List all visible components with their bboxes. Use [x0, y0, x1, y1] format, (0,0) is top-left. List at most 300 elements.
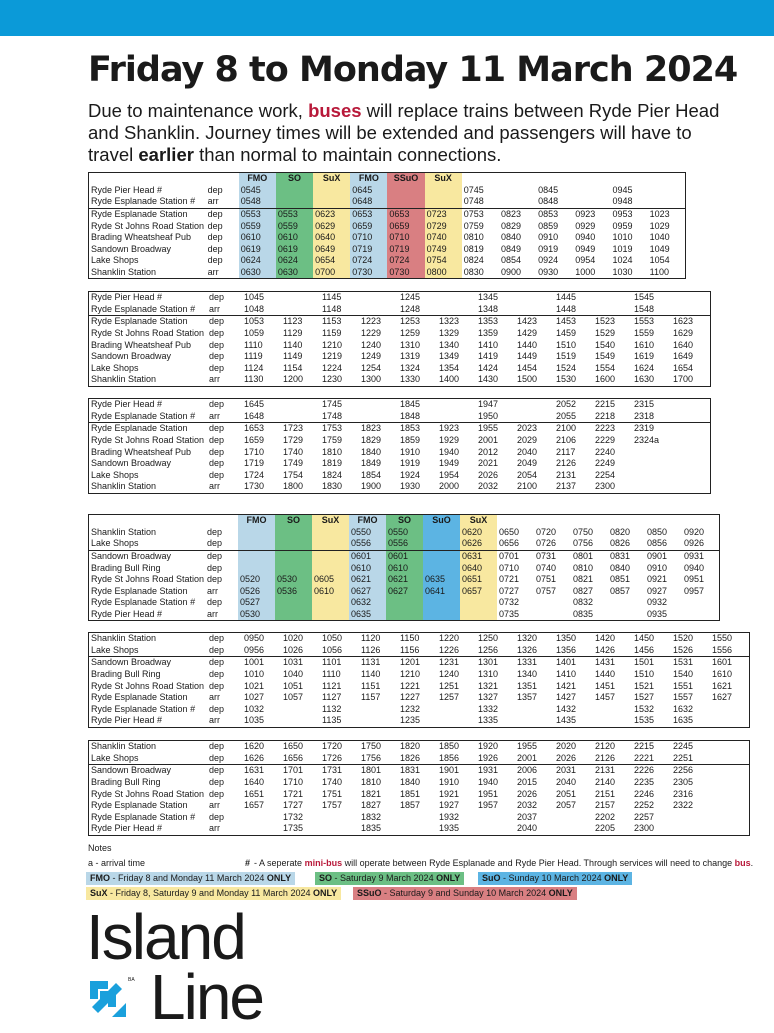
column-header: SuX	[460, 515, 497, 527]
time-cell	[398, 812, 437, 824]
time-cell: 2305	[673, 777, 694, 788]
time-cell: 1140	[361, 669, 381, 680]
page-title: Friday 8 to Monday 11 March 2024	[88, 50, 738, 90]
time-cell: 0823	[499, 208, 536, 220]
time-cell: 1457	[595, 692, 616, 703]
time-cell	[671, 292, 711, 304]
time-cell: 1451	[595, 680, 616, 691]
time-cell	[499, 196, 536, 208]
table-row	[89, 374, 711, 386]
time-cell: 0610	[239, 232, 276, 244]
station-name: Ryde Esplanade Station #	[91, 703, 196, 714]
time-cell: 0748	[463, 196, 484, 207]
time-cell: 1901	[437, 765, 476, 777]
time-cell: 1531	[671, 657, 710, 669]
time-cell: 1851	[400, 788, 421, 799]
column-header	[571, 515, 608, 527]
time-cell: 1601	[710, 657, 750, 669]
time-cell	[359, 411, 398, 423]
time-cell: 2131	[593, 765, 632, 777]
time-cell: 1435	[556, 715, 577, 726]
station-name: Ryde Esplanade Station	[89, 208, 206, 220]
logo-word-island: Island	[86, 901, 245, 973]
station-name: Ryde St Johns Road Station	[91, 680, 205, 691]
time-cell: 2001	[517, 752, 538, 763]
header-station-cell	[89, 173, 206, 185]
key-ssuo-text: - Saturday 9 and Sunday 10 March 2024	[381, 888, 549, 898]
time-cell: 0651	[460, 574, 497, 586]
time-cell: 1449	[517, 351, 538, 362]
note-minibus-end: .	[750, 858, 754, 868]
time-cell: 0754	[425, 255, 462, 267]
column-header: SO	[276, 173, 313, 185]
time-cell	[515, 292, 554, 304]
station-name: Sandown Broadway	[91, 458, 172, 469]
column-header: SO	[386, 515, 423, 527]
time-cell: 0657	[460, 586, 497, 598]
dep-arr-label: dep	[207, 220, 223, 231]
column-header: FMO	[350, 173, 387, 185]
logo-word-line: Line	[150, 961, 263, 1033]
time-cell: 1630	[634, 374, 655, 385]
table-row	[89, 304, 711, 316]
time-cell: 0901	[645, 550, 682, 562]
time-cell: 1223	[359, 316, 398, 328]
time-cell: 1559	[634, 328, 655, 339]
time-cell: 0923	[573, 208, 610, 220]
key-sux	[86, 887, 341, 900]
time-cell: 2218	[595, 410, 616, 421]
time-cell: 1951	[478, 788, 499, 799]
time-cell: 1027	[244, 692, 265, 703]
time-cell	[313, 185, 350, 197]
time-cell: 1700	[673, 374, 694, 385]
column-header	[499, 173, 536, 185]
time-cell: 2057	[556, 800, 577, 811]
time-cell: 1610	[712, 669, 733, 680]
time-cell: 1753	[320, 423, 359, 435]
station-name: Ryde Pier Head #	[91, 609, 163, 620]
time-cell: 1040	[649, 232, 670, 243]
time-cell: 2257	[634, 811, 655, 822]
time-cell	[238, 527, 275, 539]
station-name: Brading Wheatsheaf Pub	[91, 446, 192, 457]
time-cell: 1757	[322, 800, 343, 811]
time-cell: 2235	[634, 777, 655, 788]
time-cell: 2026	[517, 788, 538, 799]
time-cell: 2254	[595, 469, 616, 480]
time-cell: 0735	[499, 609, 520, 620]
time-cell: 2300	[634, 823, 655, 834]
table-row	[89, 669, 750, 681]
time-cell: 1650	[283, 741, 304, 752]
time-cell: 1801	[359, 765, 398, 777]
time-cell: 2300	[595, 481, 616, 492]
time-cell: 0759	[463, 220, 484, 231]
time-cell	[238, 550, 275, 562]
time-cell: 1929	[439, 435, 460, 446]
time-cell: 0954	[575, 255, 596, 266]
time-cell: 0726	[536, 538, 557, 549]
intro-buses: buses	[308, 100, 362, 121]
time-cell: 1110	[244, 339, 263, 350]
time-cell	[387, 185, 424, 197]
station-name: Shanklin Station	[91, 633, 157, 644]
time-cell: 1557	[673, 692, 694, 703]
time-cell: 1924	[400, 469, 421, 480]
station-name: Lake Shops	[91, 538, 139, 549]
time-cell: 2245	[673, 741, 694, 752]
time-cell: 0559	[239, 220, 276, 232]
dep-arr-label: arr	[207, 609, 218, 620]
dep-arr-label: dep	[207, 423, 242, 435]
header-da-cell	[206, 173, 239, 185]
dep-arr-label: dep	[209, 458, 225, 469]
time-cell: 1135	[322, 715, 342, 726]
note-minibus-word: mini-bus	[304, 858, 343, 868]
time-cell: 0757	[536, 585, 557, 596]
table-row	[89, 363, 711, 375]
time-cell: 1421	[556, 680, 577, 691]
time-cell: 1121	[322, 680, 342, 691]
time-cell: 1756	[361, 752, 382, 763]
time-cell: 0756	[573, 538, 594, 549]
time-cell	[710, 812, 750, 824]
time-cell	[276, 196, 313, 208]
time-cell: 2249	[595, 458, 616, 469]
time-cell: 0553	[276, 208, 313, 220]
time-cell: 1530	[556, 374, 577, 385]
table-row	[89, 692, 750, 704]
time-cell: 1257	[439, 692, 460, 703]
time-cell: 0520	[238, 574, 275, 586]
time-cell	[648, 185, 686, 197]
time-cell: 1201	[398, 657, 437, 669]
time-cell: 2202	[595, 811, 616, 822]
time-cell: 0949	[575, 243, 596, 254]
time-cell: 1353	[476, 316, 515, 328]
time-cell	[682, 609, 720, 621]
station-name: Brading Wheatsheaf Pub	[91, 339, 192, 350]
table-row	[89, 800, 750, 812]
time-cell: 1010	[612, 232, 633, 243]
time-cell: 2049	[517, 458, 538, 469]
time-cell: 1348	[478, 303, 499, 314]
time-cell: 1456	[634, 644, 655, 655]
time-cell	[281, 411, 320, 423]
time-cell	[671, 458, 711, 470]
dep-arr-label: dep	[207, 657, 242, 669]
time-cell	[320, 823, 359, 835]
dep-arr-label: arr	[209, 374, 220, 385]
time-cell: 1424	[478, 362, 499, 373]
table-row	[89, 481, 711, 493]
dep-arr-label: dep	[209, 788, 225, 799]
time-cell: 0624	[239, 255, 276, 267]
station-name: Ryde St Johns Road Station	[91, 574, 205, 585]
dep-arr-label: dep	[206, 208, 239, 220]
time-cell: 2256	[671, 765, 710, 777]
time-cell: 0827	[573, 585, 594, 596]
time-cell: 1524	[556, 362, 577, 373]
note-minibus-1: - A seperate	[254, 858, 305, 868]
dep-arr-label: arr	[207, 196, 219, 207]
dep-arr-label: dep	[209, 633, 225, 644]
dep-arr-label: dep	[205, 550, 238, 562]
time-cell: 1148	[322, 303, 342, 314]
time-cell: 1620	[244, 741, 265, 752]
time-cell: 0750	[573, 526, 594, 537]
time-cell: 1049	[649, 243, 670, 254]
table-row	[89, 196, 686, 208]
time-cell: 1310	[478, 669, 499, 680]
time-cell: 1219	[322, 351, 343, 362]
station-name: Lake Shops	[91, 752, 139, 763]
time-cell: 1510	[634, 669, 655, 680]
time-cell: 1440	[595, 669, 616, 680]
time-cell: 2246	[634, 788, 655, 799]
time-cell	[476, 823, 515, 835]
time-cell: 1440	[517, 339, 538, 350]
table-row	[89, 753, 750, 765]
time-cell: 0729	[425, 220, 462, 232]
time-cell	[238, 562, 275, 574]
time-cell	[359, 399, 398, 411]
time-cell: 0650	[499, 526, 520, 537]
column-header: FMO	[239, 173, 276, 185]
time-cell	[320, 812, 359, 824]
time-cell	[398, 823, 437, 835]
time-cell: 1656	[283, 752, 304, 763]
time-cell	[275, 550, 312, 562]
time-cell: 1419	[478, 351, 499, 362]
note-hash-symbol: #	[245, 858, 251, 868]
time-cell	[671, 399, 711, 411]
time-cell: 1831	[398, 765, 437, 777]
station-name: Ryde Esplanade Station	[91, 692, 188, 703]
station-name: Ryde Esplanade Station #	[91, 196, 196, 207]
time-cell: 1131	[359, 657, 398, 669]
key-fmo-text: - Friday 8 and Monday 11 March 2024	[110, 873, 267, 883]
time-cell: 0624	[276, 255, 313, 267]
time-cell	[632, 481, 671, 493]
time-cell: 1145	[322, 292, 342, 303]
dep-arr-label: dep	[209, 680, 225, 691]
time-cell: 1532	[634, 703, 655, 714]
time-cell: 1720	[322, 741, 343, 752]
time-cell: 0701	[497, 550, 534, 562]
time-cell: 0727	[499, 585, 520, 596]
time-cell: 1654	[673, 362, 694, 373]
time-cell: 0931	[682, 550, 720, 562]
time-cell: 1210	[322, 339, 343, 350]
time-cell	[710, 704, 750, 716]
time-cell: 1550	[712, 633, 733, 644]
time-cell: 0859	[538, 220, 559, 231]
time-cell	[534, 597, 571, 609]
time-cell: 1527	[634, 692, 655, 703]
time-cell: 1651	[244, 788, 265, 799]
dep-arr-label: dep	[209, 644, 225, 655]
time-cell	[281, 304, 320, 316]
time-cell: 1954	[439, 469, 460, 480]
time-cell: 0732	[499, 597, 520, 608]
time-cell: 1957	[478, 800, 499, 811]
time-cell: 0610	[276, 232, 313, 244]
time-cell: 1319	[400, 351, 421, 362]
time-cell: 0559	[276, 220, 313, 232]
time-cell: 1445	[556, 292, 577, 303]
time-cell: 2001	[478, 435, 499, 446]
table-row	[89, 351, 711, 363]
time-cell: 2106	[556, 435, 577, 446]
time-cell	[312, 609, 349, 621]
time-cell: 0710	[387, 232, 424, 244]
time-cell: 0653	[350, 208, 387, 220]
intro-part-2: will replace trains between Ryde Pier Head and Shanklin. Journey times will be extended and passengers will have to travel	[88, 100, 720, 165]
time-cell: 0948	[612, 196, 633, 207]
key-fmo-code: FMO	[90, 873, 110, 883]
time-cell: 1045	[244, 292, 265, 303]
station-name: Ryde St Johns Road Station	[91, 435, 205, 446]
time-cell: 1659	[244, 435, 265, 446]
column-header	[682, 515, 720, 527]
time-cell: 0930	[538, 267, 559, 278]
time-cell	[238, 538, 275, 550]
time-cell: 1029	[649, 220, 670, 231]
time-cell: 1640	[244, 777, 265, 788]
time-cell	[460, 609, 497, 621]
time-cell	[312, 562, 349, 574]
time-cell: 1624	[634, 362, 655, 373]
time-cell: 1910	[439, 777, 460, 788]
time-cell: 2137	[556, 481, 577, 492]
station-name: Ryde Esplanade Station #	[91, 303, 196, 314]
time-cell: 1645	[244, 399, 265, 410]
time-cell: 0826	[610, 538, 631, 549]
table-row	[89, 741, 750, 753]
time-cell: 2021	[478, 458, 499, 469]
column-header	[497, 515, 534, 527]
time-cell	[359, 292, 398, 304]
time-cell: 1748	[322, 410, 343, 421]
table-row	[89, 411, 711, 423]
table-row	[89, 597, 720, 609]
time-cell: 1827	[361, 800, 382, 811]
time-cell: 0829	[500, 220, 521, 231]
timetable-header-row	[89, 515, 720, 527]
key-sux-text: - Friday 8, Saturday 9 and Monday 11 March 2024	[107, 888, 313, 898]
dep-arr-label: dep	[207, 184, 223, 195]
time-cell	[671, 435, 711, 447]
time-cell: 1119	[244, 351, 263, 362]
key-suo-code: SuO	[482, 873, 501, 883]
table-row	[89, 446, 711, 458]
time-cell: 0857	[610, 585, 631, 596]
time-cell: 0623	[313, 208, 350, 220]
dep-arr-label: arr	[207, 585, 218, 596]
dep-arr-label: dep	[207, 562, 223, 573]
time-cell	[632, 470, 671, 482]
time-cell	[423, 609, 460, 621]
time-cell: 1640	[673, 339, 694, 350]
time-cell: 0731	[534, 550, 571, 562]
time-cell: 1019	[612, 243, 633, 254]
station-name: Lake Shops	[91, 362, 139, 373]
station-name: Sandown Broadway	[89, 765, 208, 777]
column-header: SuX	[425, 173, 462, 185]
time-cell: 0548	[239, 196, 276, 208]
time-cell: 1327	[478, 692, 499, 703]
time-cell	[312, 597, 349, 609]
time-cell: 1249	[361, 351, 382, 362]
time-cell: 1345	[478, 292, 499, 303]
time-cell: 1026	[283, 644, 304, 655]
time-cell: 1454	[517, 362, 538, 373]
logo-chevron-icon	[86, 977, 130, 1021]
time-cell	[423, 527, 460, 539]
time-cell: 1050	[322, 633, 343, 644]
time-cell: 0810	[463, 232, 484, 243]
station-name: Shanklin Station	[91, 374, 157, 385]
dep-arr-label: arr	[209, 481, 220, 492]
table-row	[89, 562, 720, 574]
time-cell	[710, 753, 750, 765]
time-cell: 1500	[517, 374, 538, 385]
time-cell: 2221	[634, 752, 655, 763]
key-so-only: ONLY	[436, 873, 461, 883]
time-cell: 2151	[595, 788, 616, 799]
table-row	[89, 185, 686, 197]
time-cell: 1024	[612, 255, 633, 266]
time-cell: 1357	[517, 692, 538, 703]
table-row	[89, 208, 686, 220]
time-cell: 0627	[349, 586, 386, 598]
time-cell: 0653	[387, 208, 424, 220]
time-cell: 1731	[320, 765, 359, 777]
time-cell: 1632	[673, 703, 694, 714]
time-cell: 1850	[439, 741, 460, 752]
time-cell: 0749	[425, 244, 462, 256]
time-cell: 1120	[361, 633, 381, 644]
time-cell: 0910	[538, 232, 559, 243]
time-cell	[386, 597, 423, 609]
intro-part-1: Due to maintenance work,	[88, 100, 309, 121]
time-cell: 0720	[536, 526, 557, 537]
time-cell: 1854	[361, 469, 382, 480]
time-cell: 1853	[398, 423, 437, 435]
time-cell: 1540	[595, 339, 616, 350]
time-cell: 1548	[634, 303, 655, 314]
dep-arr-label: dep	[207, 232, 223, 243]
time-cell: 0659	[350, 220, 387, 232]
island-line-logo	[86, 901, 286, 1033]
column-header: SO	[275, 515, 312, 527]
time-cell: 0926	[684, 538, 705, 549]
column-header: FMO	[349, 515, 386, 527]
time-cell: 1320	[517, 633, 538, 644]
time-cell	[476, 812, 515, 824]
time-cell: 0605	[312, 574, 349, 586]
time-cell	[671, 411, 711, 423]
time-cell: 1545	[634, 292, 655, 303]
table-row	[89, 232, 686, 244]
time-cell: 0556	[386, 538, 423, 550]
time-cell: 2226	[632, 765, 671, 777]
station-name: Sandown Broadway	[91, 351, 172, 362]
time-cell	[425, 196, 462, 208]
time-cell: 0956	[244, 644, 265, 655]
